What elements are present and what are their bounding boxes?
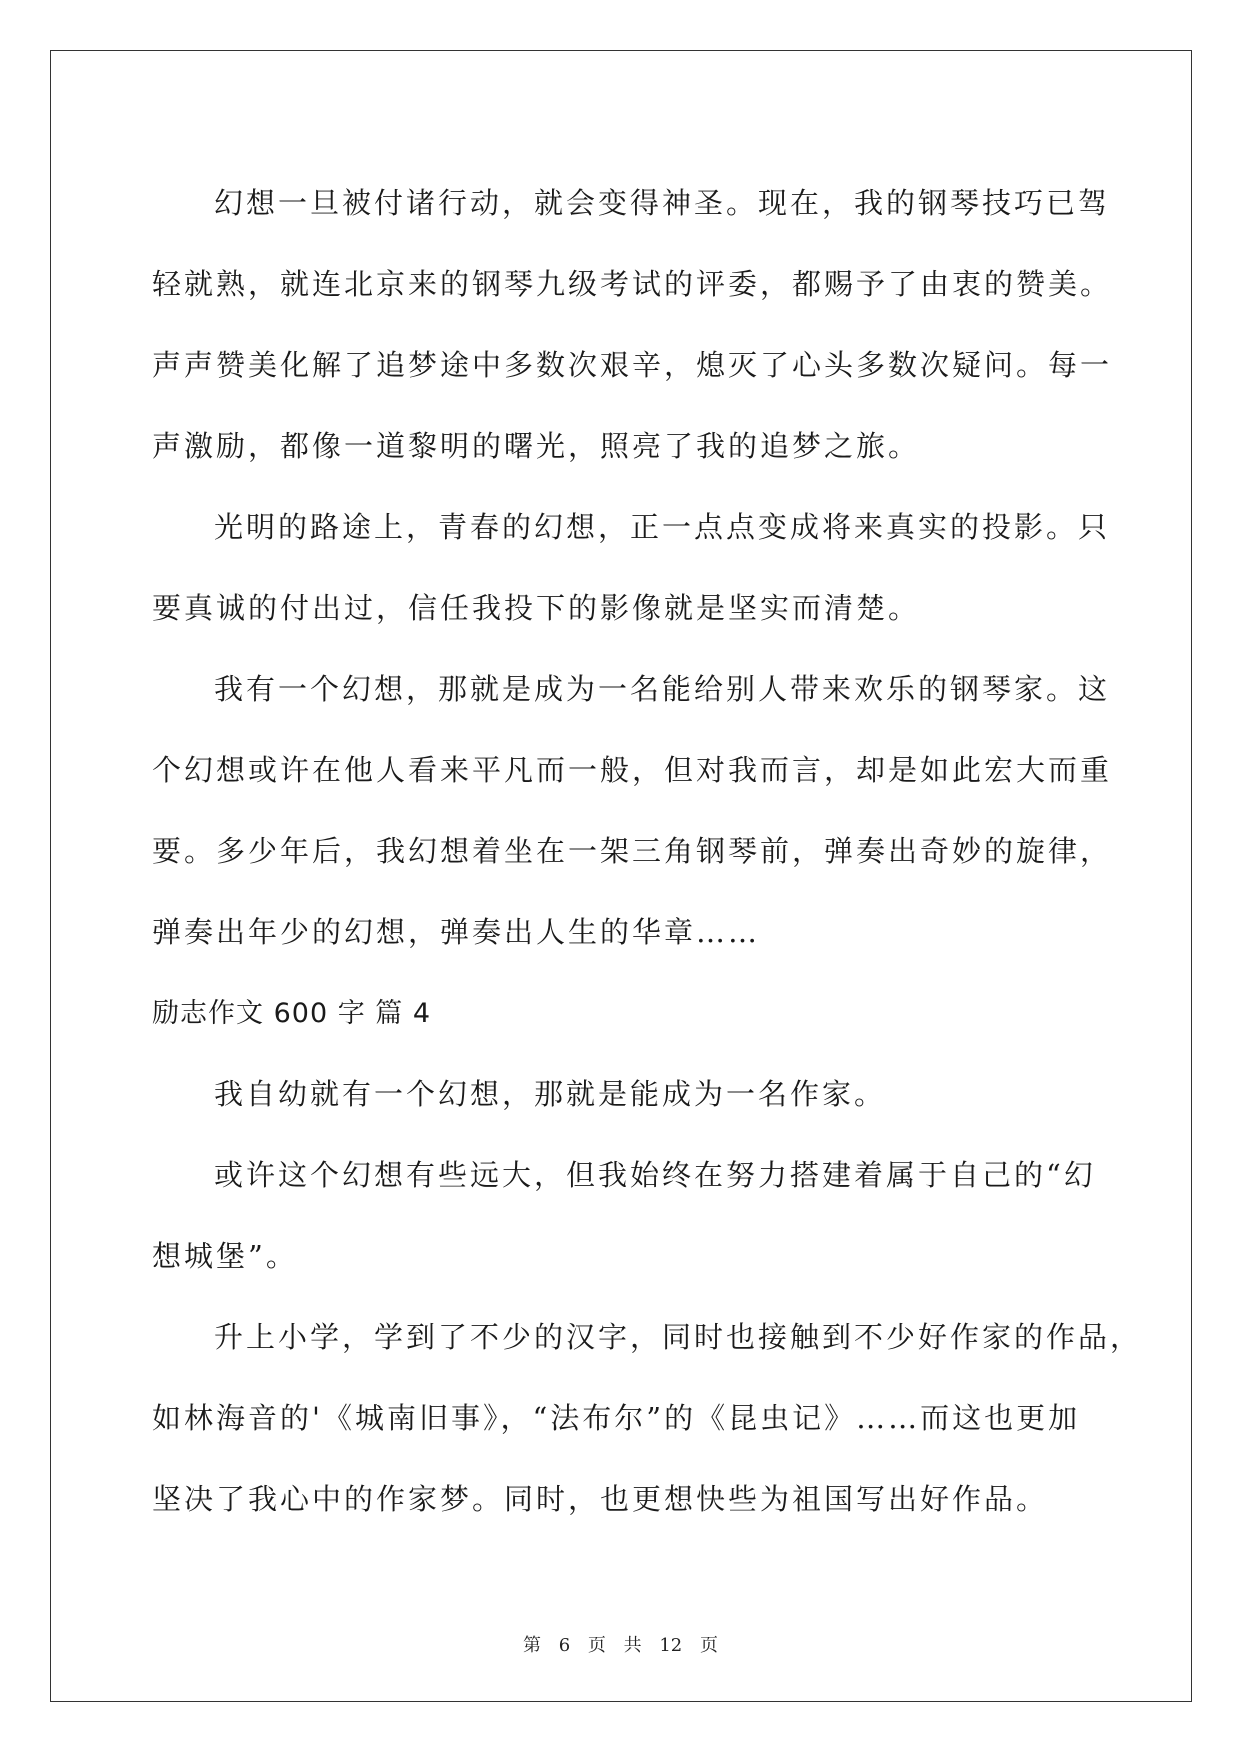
text-line: 我有一个幻想，那就是成为一名能给别人带来欢乐的钢琴家。这 bbox=[214, 672, 1111, 706]
text-line: 如林海音的'《城南旧事》，“法布尔”的《昆虫记》……而这也更加 bbox=[152, 1401, 1081, 1435]
text-line: 要真诚的付出过，信任我投下的影像就是坚实而清楚。 bbox=[152, 591, 921, 625]
text-line: 坚决了我心中的作家梦。同时，也更想快些为祖国写出好作品。 bbox=[152, 1482, 1049, 1516]
text-line: 轻就熟，就连北京来的钢琴九级考试的评委，都赐予了由衷的赞美。 bbox=[152, 267, 1113, 301]
text-line: 声激励，都像一道黎明的曙光，照亮了我的追梦之旅。 bbox=[152, 429, 921, 463]
text-line: 弹奏出年少的幻想，弹奏出人生的华章…… bbox=[152, 915, 761, 949]
text-line: 光明的路途上，青春的幻想，正一点点变成将来真实的投影。只 bbox=[214, 510, 1111, 544]
text-line: 想城堡”。 bbox=[152, 1239, 298, 1273]
text-line: 要。多少年后，我幻想着坐在一架三角钢琴前，弹奏出奇妙的旋律， bbox=[152, 834, 1113, 868]
text-line: 幻想一旦被付诸行动，就会变得神圣。现在，我的钢琴技巧已驾 bbox=[214, 186, 1111, 220]
document-body bbox=[152, 163, 1143, 1540]
text-line: 我自幼就有一个幻想，那就是能成为一名作家。 bbox=[214, 1077, 887, 1111]
text-line: 个幻想或许在他人看来平凡而一般，但对我而言，却是如此宏大而重 bbox=[152, 753, 1113, 787]
page-number-footer: 第 6 页 共 12 页 bbox=[523, 1635, 718, 1656]
text-line: 声声赞美化解了追梦途中多数次艰辛，熄灭了心头多数次疑问。每一 bbox=[152, 348, 1113, 382]
text-line: 或许这个幻想有些远大，但我始终在努力搭建着属于自己的“幻 bbox=[214, 1158, 1096, 1192]
section-heading: 励志作文 600 字 篇 4 bbox=[152, 998, 432, 1029]
text-line: 升上小学，学到了不少的汉字，同时也接触到不少好作家的作品， bbox=[214, 1320, 1143, 1354]
